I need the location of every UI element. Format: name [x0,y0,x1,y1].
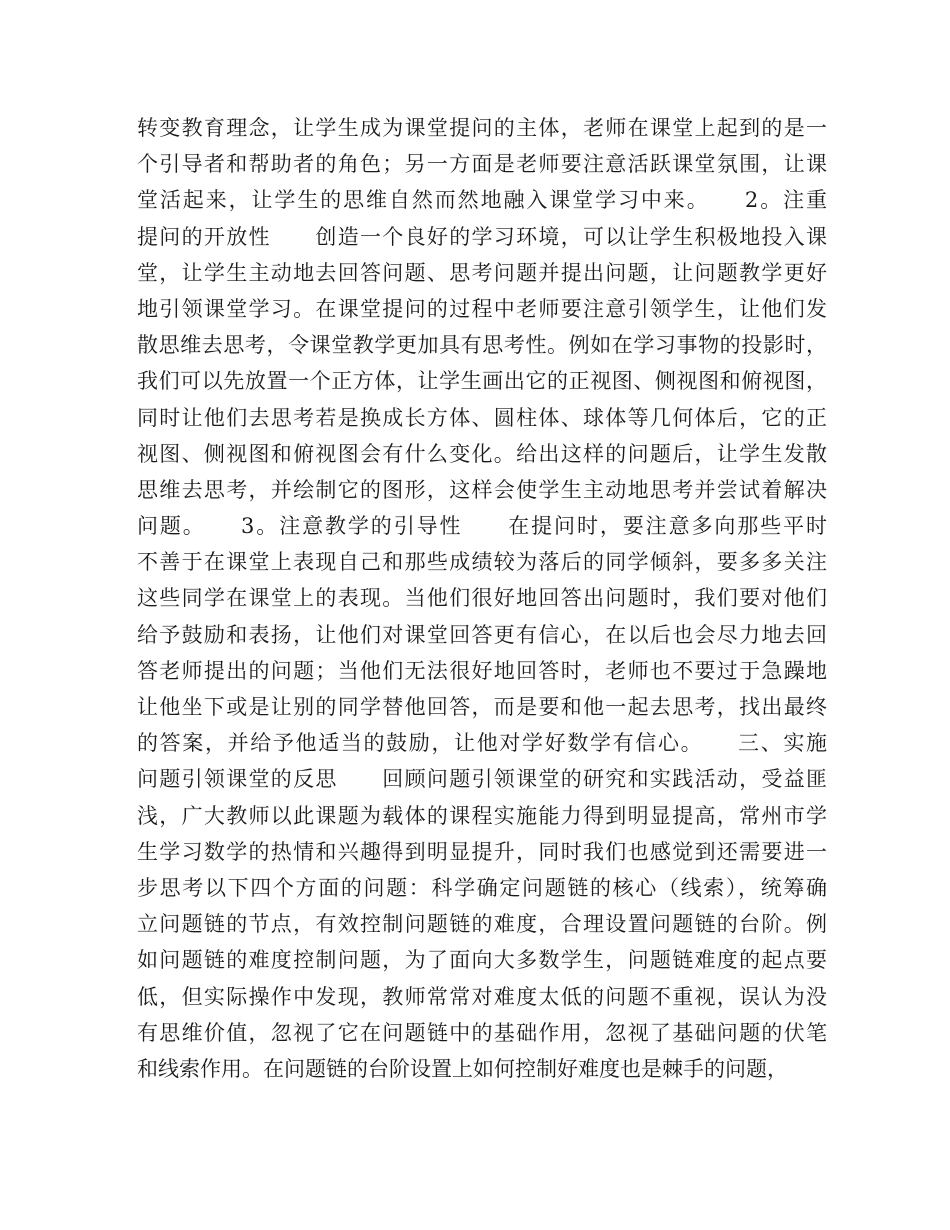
text-line: 散思维去思考，令课堂教学更加具有思考性。例如在学习事物的投影时， [137,333,827,358]
text-line: 问题。 3。注意教学的引导性 在提问时，要注意多向那些平时 [137,514,827,539]
text-line: 个引导者和帮助者的角色；另一方面是老师要注意活跃课堂氛围，让课 [137,152,827,177]
text-line: 浅，广大教师以此课题为载体的课程实施能力得到明显提高，常州市学 [137,803,827,828]
text-line: 和线索作用。在问题链的台阶设置上如何控制好难度也是棘手的问题， [137,1056,788,1081]
text-line: 有思维价值，忽视了它在问题链中的基础作用，忽视了基础问题的伏笔 [137,1020,827,1045]
text-line: 给予鼓励和表扬，让他们对课堂回答更有信心，在以后也会尽力地去回 [137,622,827,647]
text-line: 立问题链的节点，有效控制问题链的难度，合理设置问题链的台阶。例 [137,912,827,937]
text-line: 问题引领课堂的反思 回顾问题引领课堂的研究和实践活动，受益匪 [137,767,827,792]
text-line: 堂活起来，让学生的思维自然而然地融入课堂学习中来。 2。注重 [137,188,827,213]
text-line: 低，但实际操作中发现，教师常常对难度太低的问题不重视，误认为没 [137,984,827,1009]
body-text [137,110,827,1087]
text-line: 视图、侧视图和俯视图会有什么变化。给出这样的问题后，让学生发散 [137,441,827,466]
text-line: 让他坐下或是让别的同学替他回答，而是要和他一起去思考，找出最终 [137,695,827,719]
text-line: 提问的开放性 创造一个良好的学习环境，可以让学生积极地投入课 [137,224,827,249]
text-line: 思维去思考，并绘制它的图形，这样会使学生主动地思考并尝试着解决 [137,477,827,502]
text-line: 同时让他们去思考若是换成长方体、圆柱体、球体等几何体后，它的正 [137,405,827,430]
text-line: 如问题链的难度控制问题，为了面向大多数学生，问题链难度的起点要 [137,948,827,973]
text-line: 的答案，并给予他适当的鼓励，让他对学好数学有信心。 三、实施 [137,731,827,756]
text-line: 生学习数学的热情和兴趣得到明显提升，同时我们也感觉到还需要进一 [137,839,827,864]
text-line: 不善于在课堂上表现自己和那些成绩较为落后的同学倾斜，要多多关注 [137,550,827,575]
text-line: 步思考以下四个方面的问题：科学确定问题链的核心（线索），统筹确 [137,875,827,900]
text-line: 我们可以先放置一个正方体，让学生画出它的正视图、侧视图和俯视图， [137,369,827,394]
text-line: 这些同学在课堂上的表现。当他们很好地回答出问题时，我们要对他们 [137,586,827,611]
text-line: 答老师提出的问题；当他们无法很好地回答时，老师也不要过于急躁地 [137,658,827,683]
text-line: 转变教育理念，让学生成为课堂提问的主体，老师在课堂上起到的是一 [137,116,827,140]
text-line: 地引领课堂学习。在课堂提问的过程中老师要注意引领学生，让他们发 [137,296,827,321]
text-line: 堂，让学生主动地去回答问题、思考问题并提出问题，让问题教学更好 [137,260,827,285]
